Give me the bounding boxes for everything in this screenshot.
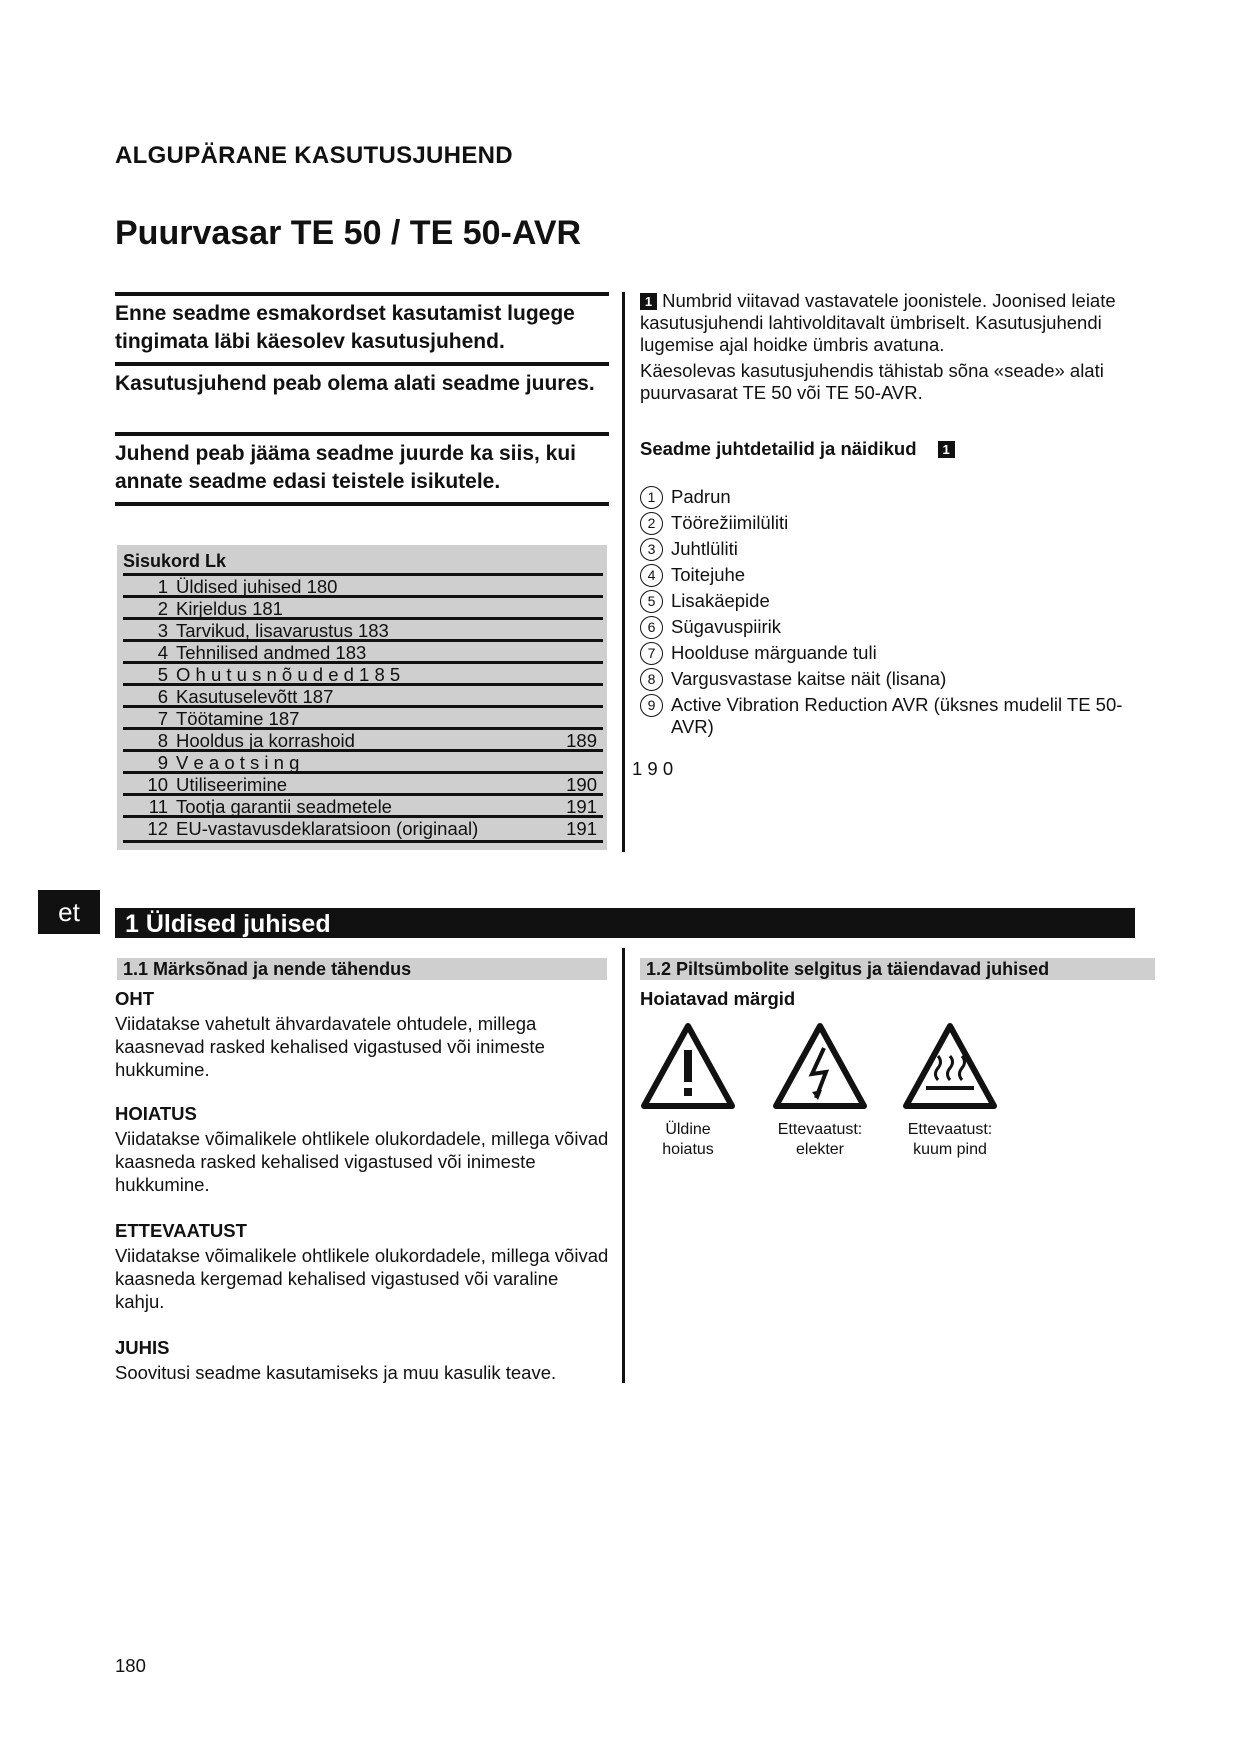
warning-text-3: Juhend peab jääma seadme juurde ka siis, kui annate seadme edasi teistele isikutele. <box>115 442 577 493</box>
toc-number: 5 <box>157 664 168 685</box>
list-item <box>640 694 1160 738</box>
toc-title: Tarvikud, lisavarustus 183 <box>176 620 389 641</box>
caption-line: elekter <box>795 1141 845 1158</box>
toc-number: 1 <box>157 576 168 597</box>
caption-line: hoiatus <box>662 1141 714 1158</box>
term-hoiatus-body: Viidatakse võimalikele ohtlikele olukordadele, millega võivad kaasneda rasked kehalised vigastused või inimeste hukkumine. <box>115 1128 609 1195</box>
toc-title: V e a o t s i n g <box>176 752 300 773</box>
symbol-caption <box>900 1120 1000 1160</box>
column-divider <box>622 292 625 852</box>
part-label: Active Vibration Reduction AVR (üksnes mudelil TE 50-AVR) <box>671 694 1123 737</box>
toc-number: 8 <box>157 730 168 751</box>
number-circle: 9 <box>640 694 663 717</box>
page-title: Puurvasar TE 50 / TE 50-AVR <box>115 214 582 252</box>
toc-number: 11 <box>148 796 168 817</box>
toc-title: Tehnilised andmed 183 <box>176 642 367 663</box>
part-label: Juhtlüliti <box>671 538 738 559</box>
figure-note-2: Käesolevas kasutusjuhendis tähistab sõna «seade» alati puurvasarat TE 50 või TE 50-AVR. <box>640 360 1104 403</box>
parts-title <box>640 438 955 460</box>
toc-number: 4 <box>157 642 168 663</box>
toc-number: 6 <box>157 686 168 707</box>
warning-text-1: Enne seadme esmakordset kasutamist lugege tingimata läbi käesolev kasutusjuhend. <box>115 302 575 353</box>
parts-title-text: Seadme juhtdetailid ja näidikud <box>640 438 917 459</box>
toc-title: Kasutuselevõtt 187 <box>176 686 334 707</box>
number-circle: 2 <box>640 512 663 535</box>
term-ettevaatust-heading: ETTEVAATUST <box>115 1220 247 1241</box>
section-title-bar: 1 Üldised juhised <box>115 908 1135 938</box>
number-circle: 6 <box>640 616 663 639</box>
language-tab: et <box>38 890 100 934</box>
part-label: Lisakäepide <box>671 590 770 611</box>
divider <box>115 502 609 506</box>
part-label: Vargusvastase kaitse näit (lisana) <box>671 668 947 689</box>
toc-row[interactable] <box>123 815 603 843</box>
number-circle: 7 <box>640 642 663 665</box>
number-circle: 8 <box>640 668 663 691</box>
part-label: Toitejuhe <box>671 564 746 585</box>
document-header: ALGUPÄRANE KASUTUSJUHEND <box>115 142 513 169</box>
toc-stray-page: 1 9 0 <box>632 758 674 779</box>
term-ettevaatust-body: Viidatakse võimalikele ohtlikele olukordadele, millega võivad kaasneda kergemad kehalised vigastused või varaline kahju. <box>115 1245 609 1312</box>
part-label: Hoolduse märguande tuli <box>671 642 877 663</box>
figure-badge: 1 <box>640 293 657 310</box>
term-juhis-heading: JUHIS <box>115 1337 170 1358</box>
warning-signs-heading: Hoiatavad märgid <box>640 988 796 1009</box>
toc-page: 191 <box>566 818 597 839</box>
term-oht-body: Viidatakse vahetult ähvardavatele ohtudele, millega kaasnevad rasked kehalised vigastused või inimeste hukkumine. <box>115 1013 545 1080</box>
column-divider <box>622 948 625 1383</box>
symbol-caption <box>770 1120 870 1160</box>
toc-page: 191 <box>566 796 597 817</box>
number-circle: 4 <box>640 564 663 587</box>
toc-title: Töötamine 187 <box>176 708 300 729</box>
hot-surface-warning-icon <box>902 1022 998 1115</box>
part-label: Töörežiimilüliti <box>671 512 789 533</box>
toc-heading: Sisukord Lk <box>123 551 227 571</box>
toc-title: Kirjeldus 181 <box>176 598 283 619</box>
toc-title: Hooldus ja korrashoid <box>176 730 355 751</box>
toc-number: 9 <box>157 752 168 773</box>
toc-page: 189 <box>566 730 597 751</box>
number-circle: 3 <box>640 538 663 561</box>
toc-number: 10 <box>147 774 168 795</box>
list-item <box>640 642 1160 665</box>
parts-list <box>640 486 1160 741</box>
divider <box>115 292 609 296</box>
part-label: Sügavuspiirik <box>671 616 782 637</box>
number-circle: 1 <box>640 486 663 509</box>
list-item <box>640 616 1160 639</box>
toc-number: 3 <box>157 620 168 641</box>
toc-number: 12 <box>147 818 168 839</box>
number-circle: 5 <box>640 590 663 613</box>
figure-note <box>640 290 1155 356</box>
list-item <box>640 486 1160 509</box>
toc-title: Üldised juhised 180 <box>176 576 338 597</box>
list-item <box>640 668 1160 691</box>
toc-title: O h u t u s n õ u d e d 1 8 5 <box>176 664 401 685</box>
toc-number: 7 <box>157 708 168 729</box>
toc-title: EU-vastavusdeklaratsioon (originaal) <box>176 818 479 839</box>
divider <box>115 432 609 436</box>
caption-line: kuum pind <box>913 1141 987 1158</box>
list-item <box>640 590 1160 613</box>
warning-text-2: Kasutusjuhend peab olema alati seadme juures. <box>115 372 595 395</box>
subsection-1-1-title: 1.1 Märksõnad ja nende tähendus <box>117 958 607 980</box>
term-juhis-body: Soovitusi seadme kasutamiseks ja muu kasulik teave. <box>115 1362 557 1383</box>
term-oht-heading: OHT <box>115 988 155 1009</box>
electric-warning-icon <box>772 1022 868 1115</box>
parts-badge: 1 <box>938 441 955 458</box>
term-hoiatus-heading: HOIATUS <box>115 1103 197 1124</box>
list-item <box>640 512 1160 535</box>
toc-page: 190 <box>566 774 597 795</box>
caption-line: Ettevaatust: <box>907 1121 993 1138</box>
page-number: 180 <box>115 1655 146 1676</box>
list-item <box>640 564 1160 587</box>
subsection-1-2-title: 1.2 Piltsümbolite selgitus ja täiendavad juhised <box>640 958 1155 980</box>
part-label: Padrun <box>671 486 731 507</box>
toc-title: Utiliseerimine <box>176 774 288 795</box>
toc-number: 2 <box>157 598 168 619</box>
caption-line: Ettevaatust: <box>777 1121 863 1138</box>
list-item <box>640 538 1160 561</box>
general-warning-icon <box>640 1022 736 1115</box>
figure-note-text: Numbrid viitavad vastavatele joonistele. Joonised leiate kasutusjuhendi lahtivolditavalt ümbriselt. Kasutusjuhendi lugemise ajal hoidke ümbris avatuna. <box>640 290 1116 355</box>
toc-title: Tootja garantii seadmetele <box>176 796 392 817</box>
table-of-contents <box>117 545 607 850</box>
symbol-caption <box>638 1120 738 1160</box>
caption-line: Üldine <box>665 1121 711 1138</box>
divider <box>115 362 609 366</box>
